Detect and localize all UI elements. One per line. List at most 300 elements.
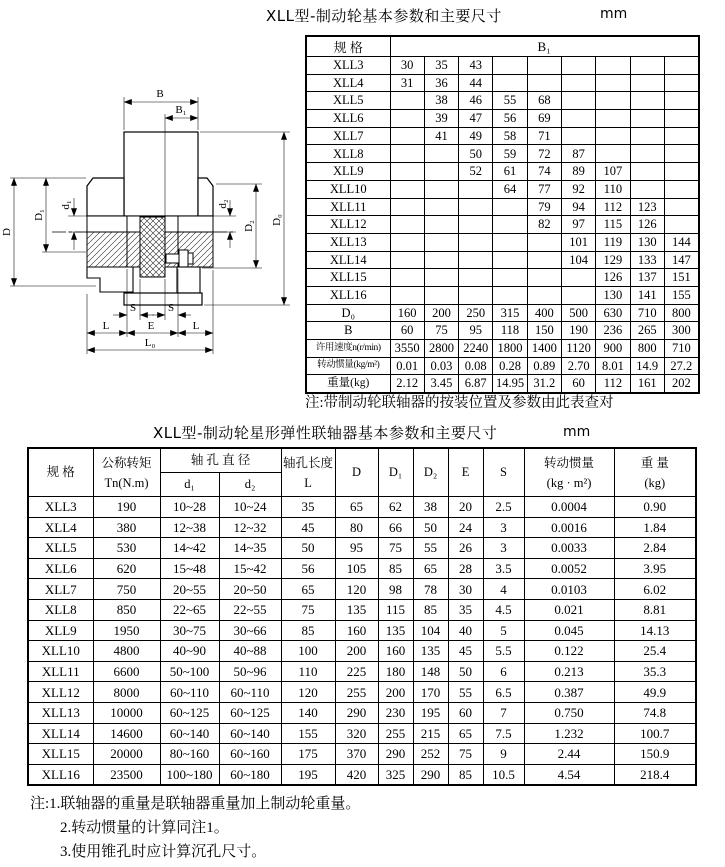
cell: 1800	[493, 340, 527, 358]
table-row	[306, 163, 699, 181]
cell: 2.70	[561, 357, 595, 375]
table1-header-row	[306, 36, 699, 57]
cell: 28	[448, 558, 483, 579]
cell: 101	[561, 233, 595, 251]
cell	[390, 163, 424, 181]
cell	[664, 110, 698, 128]
table2-title: XLL型-制动轮星形弹性联轴器基本参数和主要尺寸	[153, 424, 498, 442]
cell: 160	[390, 304, 424, 322]
dim-label-S-right: S	[167, 302, 175, 314]
table-row	[28, 682, 696, 703]
cell: 100	[281, 641, 335, 662]
cell: 65	[448, 723, 483, 744]
cell	[459, 269, 493, 287]
cell: 10~28	[160, 497, 219, 518]
table-row	[306, 286, 699, 304]
cell: 290	[378, 744, 413, 765]
cell	[664, 216, 698, 234]
cell: 120	[335, 579, 378, 600]
cell: 0.01	[390, 357, 424, 375]
row-label: XLL14	[28, 723, 93, 744]
cell	[390, 216, 424, 234]
footnote-3: 3.使用锥孔时应计算沉孔尺寸。	[60, 844, 267, 860]
cell: 78	[413, 579, 448, 600]
cell: 230	[378, 702, 413, 723]
cell: 250	[459, 304, 493, 322]
cell: 2.12	[390, 375, 424, 393]
cell: 0.045	[524, 620, 614, 641]
cell: 3	[483, 538, 524, 559]
cell: 60~140	[160, 723, 219, 744]
cell: 12~32	[219, 517, 281, 538]
cell	[459, 286, 493, 304]
cell: 50	[413, 517, 448, 538]
row-label: XLL9	[306, 163, 390, 181]
cell: 44	[459, 74, 493, 92]
cell: 118	[493, 322, 527, 340]
cell: 100~180	[160, 764, 219, 785]
cell: 49	[459, 127, 493, 145]
table-row	[306, 180, 699, 198]
cell: 252	[413, 744, 448, 765]
cell: 202	[664, 375, 698, 393]
cell: 26	[448, 538, 483, 559]
row-label: XLL12	[28, 682, 93, 703]
cell: 620	[93, 558, 160, 579]
cell: 320	[335, 723, 378, 744]
cell: 60~110	[219, 682, 281, 703]
cell: 110	[596, 180, 630, 198]
cell: 14.9	[630, 357, 664, 375]
hdr-weight-line1: 重 量	[640, 455, 669, 470]
cell	[390, 286, 424, 304]
cell: 151	[664, 269, 698, 287]
cell: 126	[596, 269, 630, 287]
cell: 39	[424, 110, 458, 128]
cell: 45	[281, 517, 335, 538]
cell: 140	[281, 702, 335, 723]
hdr-D2: D₂	[413, 448, 448, 497]
row-label: 重量(kg)	[306, 375, 390, 393]
cell: 800	[664, 304, 698, 322]
cell: 49.9	[614, 682, 696, 703]
hdr-torque-line2: Tn(N.m)	[104, 475, 149, 490]
cell: 6.5	[483, 682, 524, 703]
row-label: XLL6	[306, 110, 390, 128]
cell: 148	[413, 661, 448, 682]
cell: 290	[413, 764, 448, 785]
cell: 35	[424, 57, 458, 75]
cell: 3.5	[483, 558, 524, 579]
cell	[527, 57, 561, 75]
cell: 112	[596, 375, 630, 393]
cell: 64	[493, 180, 527, 198]
table-row	[306, 233, 699, 251]
cell: 80	[335, 517, 378, 538]
cell: 6600	[93, 661, 160, 682]
cell: 325	[378, 764, 413, 785]
cell	[424, 269, 458, 287]
cell: 40~88	[219, 641, 281, 662]
cell: 68	[527, 92, 561, 110]
cell: 420	[335, 764, 378, 785]
cell: 135	[413, 641, 448, 662]
cell: 69	[527, 110, 561, 128]
row-label: XLL10	[28, 641, 93, 662]
cell: 175	[281, 744, 335, 765]
cell: 9	[483, 744, 524, 765]
hdr-bore-length-line2: L	[304, 475, 312, 490]
cell	[664, 198, 698, 216]
table-row	[306, 269, 699, 287]
table-row	[28, 702, 696, 723]
cell	[390, 251, 424, 269]
row-label: XLL6	[28, 558, 93, 579]
cell	[664, 145, 698, 163]
cell: 370	[335, 744, 378, 765]
cell	[561, 269, 595, 287]
hdr-weight-line2: (kg)	[644, 475, 666, 490]
cell: 800	[630, 340, 664, 358]
table-row	[306, 74, 699, 92]
cell: 95	[335, 538, 378, 559]
cell: 190	[93, 497, 160, 518]
hdr-d1: d₁	[160, 473, 219, 497]
cell: 50	[459, 145, 493, 163]
hdr-inertia-line1: 转动惯量	[544, 455, 595, 470]
table2-coupling-params	[27, 447, 697, 786]
cell	[630, 127, 664, 145]
coupling-body	[87, 132, 213, 305]
cell: 190	[561, 322, 595, 340]
cell	[390, 145, 424, 163]
cell: 141	[630, 286, 664, 304]
cell	[561, 92, 595, 110]
cell	[630, 180, 664, 198]
cell: 59	[493, 145, 527, 163]
cell: 137	[630, 269, 664, 287]
cell: 3.95	[614, 558, 696, 579]
cell: 630	[596, 304, 630, 322]
cell: 58	[493, 127, 527, 145]
cell: 45	[448, 641, 483, 662]
table-row	[306, 145, 699, 163]
coupling-section-drawing	[0, 80, 300, 395]
row-label: 转动惯量(kg/m²)	[306, 357, 390, 375]
hdr-D: D	[335, 448, 378, 497]
cell: 4.54	[524, 764, 614, 785]
row-label: XLL16	[28, 764, 93, 785]
cell: 65	[413, 558, 448, 579]
cell: 315	[493, 304, 527, 322]
cell: 0.213	[524, 661, 614, 682]
cell	[459, 233, 493, 251]
cell: 3550	[390, 340, 424, 358]
cell	[424, 286, 458, 304]
row-label: XLL13	[306, 233, 390, 251]
cell: 74.8	[614, 702, 696, 723]
cell: 50~96	[219, 661, 281, 682]
cell: 31	[390, 74, 424, 92]
cell	[459, 216, 493, 234]
cell: 60~125	[219, 702, 281, 723]
hdr-d2: d₂	[219, 473, 281, 497]
cell	[424, 251, 458, 269]
cell	[493, 251, 527, 269]
table-row	[28, 620, 696, 641]
cell: 38	[413, 497, 448, 518]
cell: 0.08	[459, 357, 493, 375]
cell: 60~125	[160, 702, 219, 723]
cell: 160	[378, 641, 413, 662]
cell: 0.0004	[524, 497, 614, 518]
hdr-inertia-line2: (kg · m²)	[546, 475, 592, 490]
cell: 62	[378, 497, 413, 518]
cell	[561, 286, 595, 304]
cell: 25.4	[614, 641, 696, 662]
cell: 200	[378, 682, 413, 703]
dim-label-D: D	[1, 228, 13, 236]
cell: 7	[483, 702, 524, 723]
hdr-bore-length-line1: 轴孔长度	[283, 455, 334, 470]
cell	[664, 57, 698, 75]
cell: 300	[664, 322, 698, 340]
cell: 123	[630, 198, 664, 216]
cell: 35	[281, 497, 335, 518]
cell	[459, 180, 493, 198]
row-label: XLL16	[306, 286, 390, 304]
cell: 225	[335, 661, 378, 682]
cell: 52	[459, 163, 493, 181]
cell: 8.81	[614, 599, 696, 620]
cell: 60~110	[160, 682, 219, 703]
cell: 4.5	[483, 599, 524, 620]
cell: 55	[448, 682, 483, 703]
cell: 14~42	[160, 538, 219, 559]
cell	[596, 57, 630, 75]
cell: 92	[561, 180, 595, 198]
cell: 60	[390, 322, 424, 340]
cell: 20000	[93, 744, 160, 765]
cell: 0.750	[524, 702, 614, 723]
table-row	[28, 744, 696, 765]
cell: 255	[378, 723, 413, 744]
cell: 155	[281, 723, 335, 744]
cell	[390, 92, 424, 110]
row-label: 许用速度n(r/min)	[306, 340, 390, 358]
cell: 0.89	[527, 357, 561, 375]
cell: 50	[448, 661, 483, 682]
cell	[527, 269, 561, 287]
cell: 60	[448, 702, 483, 723]
table-row	[306, 127, 699, 145]
cell: 35.3	[614, 661, 696, 682]
cell: 850	[93, 599, 160, 620]
cell: 30	[390, 57, 424, 75]
dim-label-E: E	[147, 320, 155, 332]
cell: 71	[527, 127, 561, 145]
table-row	[306, 251, 699, 269]
cell: 22~55	[219, 599, 281, 620]
table-row	[28, 661, 696, 682]
table1-brake-wheel-params	[305, 35, 700, 394]
hdr-bore-length	[281, 448, 335, 497]
cell: 14600	[93, 723, 160, 744]
cell: 41	[424, 127, 458, 145]
row-label: XLL3	[28, 497, 93, 518]
cell	[596, 74, 630, 92]
cell: 0.387	[524, 682, 614, 703]
cell	[630, 163, 664, 181]
cell: 30	[448, 579, 483, 600]
cell: 0.0033	[524, 538, 614, 559]
cell: 75	[281, 599, 335, 620]
cell: 75	[378, 538, 413, 559]
cell: 100.7	[614, 723, 696, 744]
cell: 530	[93, 538, 160, 559]
row-label: XLL13	[28, 702, 93, 723]
table-row	[28, 579, 696, 600]
cell: 38	[424, 92, 458, 110]
cell: 5	[483, 620, 524, 641]
cell: 8.01	[596, 357, 630, 375]
cell: 8000	[93, 682, 160, 703]
cell: 120	[281, 682, 335, 703]
table-row	[306, 57, 699, 75]
table1-unit-label: mm	[600, 6, 628, 22]
cell	[630, 57, 664, 75]
cell	[424, 145, 458, 163]
hdr-S: S	[483, 448, 524, 497]
hdr-weight	[614, 448, 696, 497]
table1-note: 注:带制动轮联轴器的按装位置及参数由此表查对	[305, 395, 614, 411]
cell: 0.90	[614, 497, 696, 518]
dim-label-B1: B₁	[175, 104, 187, 116]
table-row	[28, 538, 696, 559]
hdr-bore-diameter: 轴 孔 直 径	[160, 448, 281, 473]
cell: 6.87	[459, 375, 493, 393]
cell	[459, 251, 493, 269]
cell: 0.122	[524, 641, 614, 662]
cell: 265	[630, 322, 664, 340]
dim-label-D0: D₀	[271, 214, 283, 226]
cell: 200	[424, 304, 458, 322]
cell: 66	[378, 517, 413, 538]
cell: 0.28	[493, 357, 527, 375]
table-row	[28, 641, 696, 662]
table2-unit-label: mm	[563, 424, 591, 440]
cell	[561, 74, 595, 92]
cell: 6.02	[614, 579, 696, 600]
cell: 1120	[561, 340, 595, 358]
cell: 107	[596, 163, 630, 181]
hdr-torque	[93, 448, 160, 497]
cell: 55	[413, 538, 448, 559]
cell	[493, 74, 527, 92]
cell	[493, 233, 527, 251]
cell: 1950	[93, 620, 160, 641]
cell: 15~48	[160, 558, 219, 579]
cell: 155	[664, 286, 698, 304]
cell	[493, 286, 527, 304]
cell: 215	[413, 723, 448, 744]
cell: 119	[596, 233, 630, 251]
cell	[390, 198, 424, 216]
cell: 10000	[93, 702, 160, 723]
cell	[664, 92, 698, 110]
cell: 77	[527, 180, 561, 198]
row-label: XLL9	[28, 620, 93, 641]
cell	[664, 74, 698, 92]
cell: 115	[378, 599, 413, 620]
table1-title: XLL型-制动轮基本参数和主要尺寸	[266, 7, 502, 25]
hdr-spec: 规 格	[28, 448, 93, 497]
cell: 126	[630, 216, 664, 234]
cell	[664, 127, 698, 145]
cell	[561, 110, 595, 128]
table-row	[28, 764, 696, 785]
cell: 195	[281, 764, 335, 785]
table-row	[306, 340, 699, 358]
cell: 12~38	[160, 517, 219, 538]
dim-label-L-left: L	[102, 320, 110, 332]
cell: 105	[335, 558, 378, 579]
table1-spec-header: 规 格	[306, 36, 390, 57]
cell: 55	[493, 92, 527, 110]
table-row	[28, 599, 696, 620]
hdr-E: E	[448, 448, 483, 497]
cell	[527, 251, 561, 269]
cell: 4800	[93, 641, 160, 662]
row-label: XLL15	[306, 269, 390, 287]
row-label: XLL5	[28, 538, 93, 559]
hdr-inertia	[524, 448, 614, 497]
cell: 2240	[459, 340, 493, 358]
cell: 79	[527, 198, 561, 216]
cell: 50	[281, 538, 335, 559]
cell: 3	[483, 517, 524, 538]
cell: 400	[527, 304, 561, 322]
cell	[527, 74, 561, 92]
dim-label-D1: D₁	[33, 209, 45, 221]
table-row	[306, 92, 699, 110]
cell	[390, 233, 424, 251]
table-row	[306, 216, 699, 234]
table-row	[28, 558, 696, 579]
cell: 60~180	[219, 764, 281, 785]
table1-b1-header: B₁	[390, 36, 699, 57]
cell	[596, 92, 630, 110]
footnote-2: 2.转动惯量的计算同注1。	[60, 820, 229, 836]
row-label: XLL15	[28, 744, 93, 765]
cell: 80~160	[160, 744, 219, 765]
table-row	[306, 322, 699, 340]
row-label: XLL12	[306, 216, 390, 234]
cell	[630, 92, 664, 110]
cell: 61	[493, 163, 527, 181]
cell	[561, 57, 595, 75]
cell: 20~55	[160, 579, 219, 600]
cell: 98	[378, 579, 413, 600]
cell	[630, 74, 664, 92]
cell: 104	[561, 251, 595, 269]
cell: 60~140	[219, 723, 281, 744]
row-label: XLL3	[306, 57, 390, 75]
cell: 75	[424, 322, 458, 340]
cell	[596, 110, 630, 128]
cell: 15~42	[219, 558, 281, 579]
cell: 30~75	[160, 620, 219, 641]
